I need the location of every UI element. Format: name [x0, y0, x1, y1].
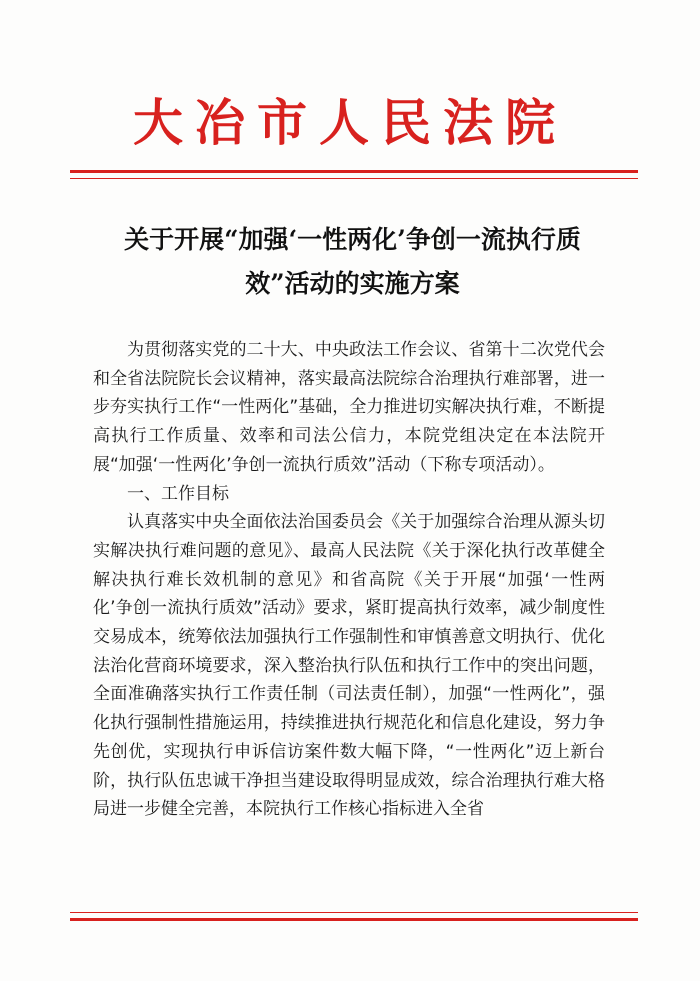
header-rule-thick	[70, 170, 638, 173]
intro-paragraph: 为贯彻落实党的二十大、中央政法工作会议、省第十二次党代会和全省法院院长会议精神，落实最高法院综合治理执行难部署，进一步夯实执行工作“一性两化”基础，全力推进切实解决执行难，不断提高执行工作质量、效率和司法公信力，本院党组决定在本法院开展“加强‘一性两化’争创一流执行质效”活动（下称专项活动）。	[93, 340, 605, 475]
header-rule-thin	[70, 178, 638, 179]
goals-paragraph: 认真落实中央全面依法治国委员会《关于加强综合治理从源头切实解决执行难问题的意见》、最高人民法院《关于深化执行改革健全解决执行难长效机制的意见》和省高院《关于开展“加强‘一性两化’争创一流执行质效”活动》要求，紧盯提高执行效率，减少制度性交易成本，统筹依法加强执行工作强制性和审慎善意文明执行、优化法治化营商环境要求，深入整治执行队伍和执行工作中的突出问题，全面准确落实执行工作责任制（司法责任制），加强“一性两化”，强化执行强制性措施运用，持续推进执行规范化和信息化建设，努力争先创优，实现执行申诉信访案件数大幅下降，“一性两化”迈上新台阶，执行队伍忠诚干净担当建设取得明显成效，综合治理执行难大格局进一步健全完善，本院执行工作核心指标进入全省	[93, 512, 605, 820]
footer-rule-thick	[70, 918, 638, 921]
document-body	[93, 336, 605, 824]
footer-rule-thin	[70, 912, 638, 913]
document-title	[80, 218, 625, 306]
document-title-line-1: 关于开展“加强‘一性两化’争创一流执行质	[124, 225, 581, 254]
court-name-header: 大冶市人民法院	[133, 93, 567, 152]
document-title-line-2: 效”活动的实施方案	[245, 269, 460, 298]
section-heading-goals: 一、工作目标	[127, 483, 229, 504]
